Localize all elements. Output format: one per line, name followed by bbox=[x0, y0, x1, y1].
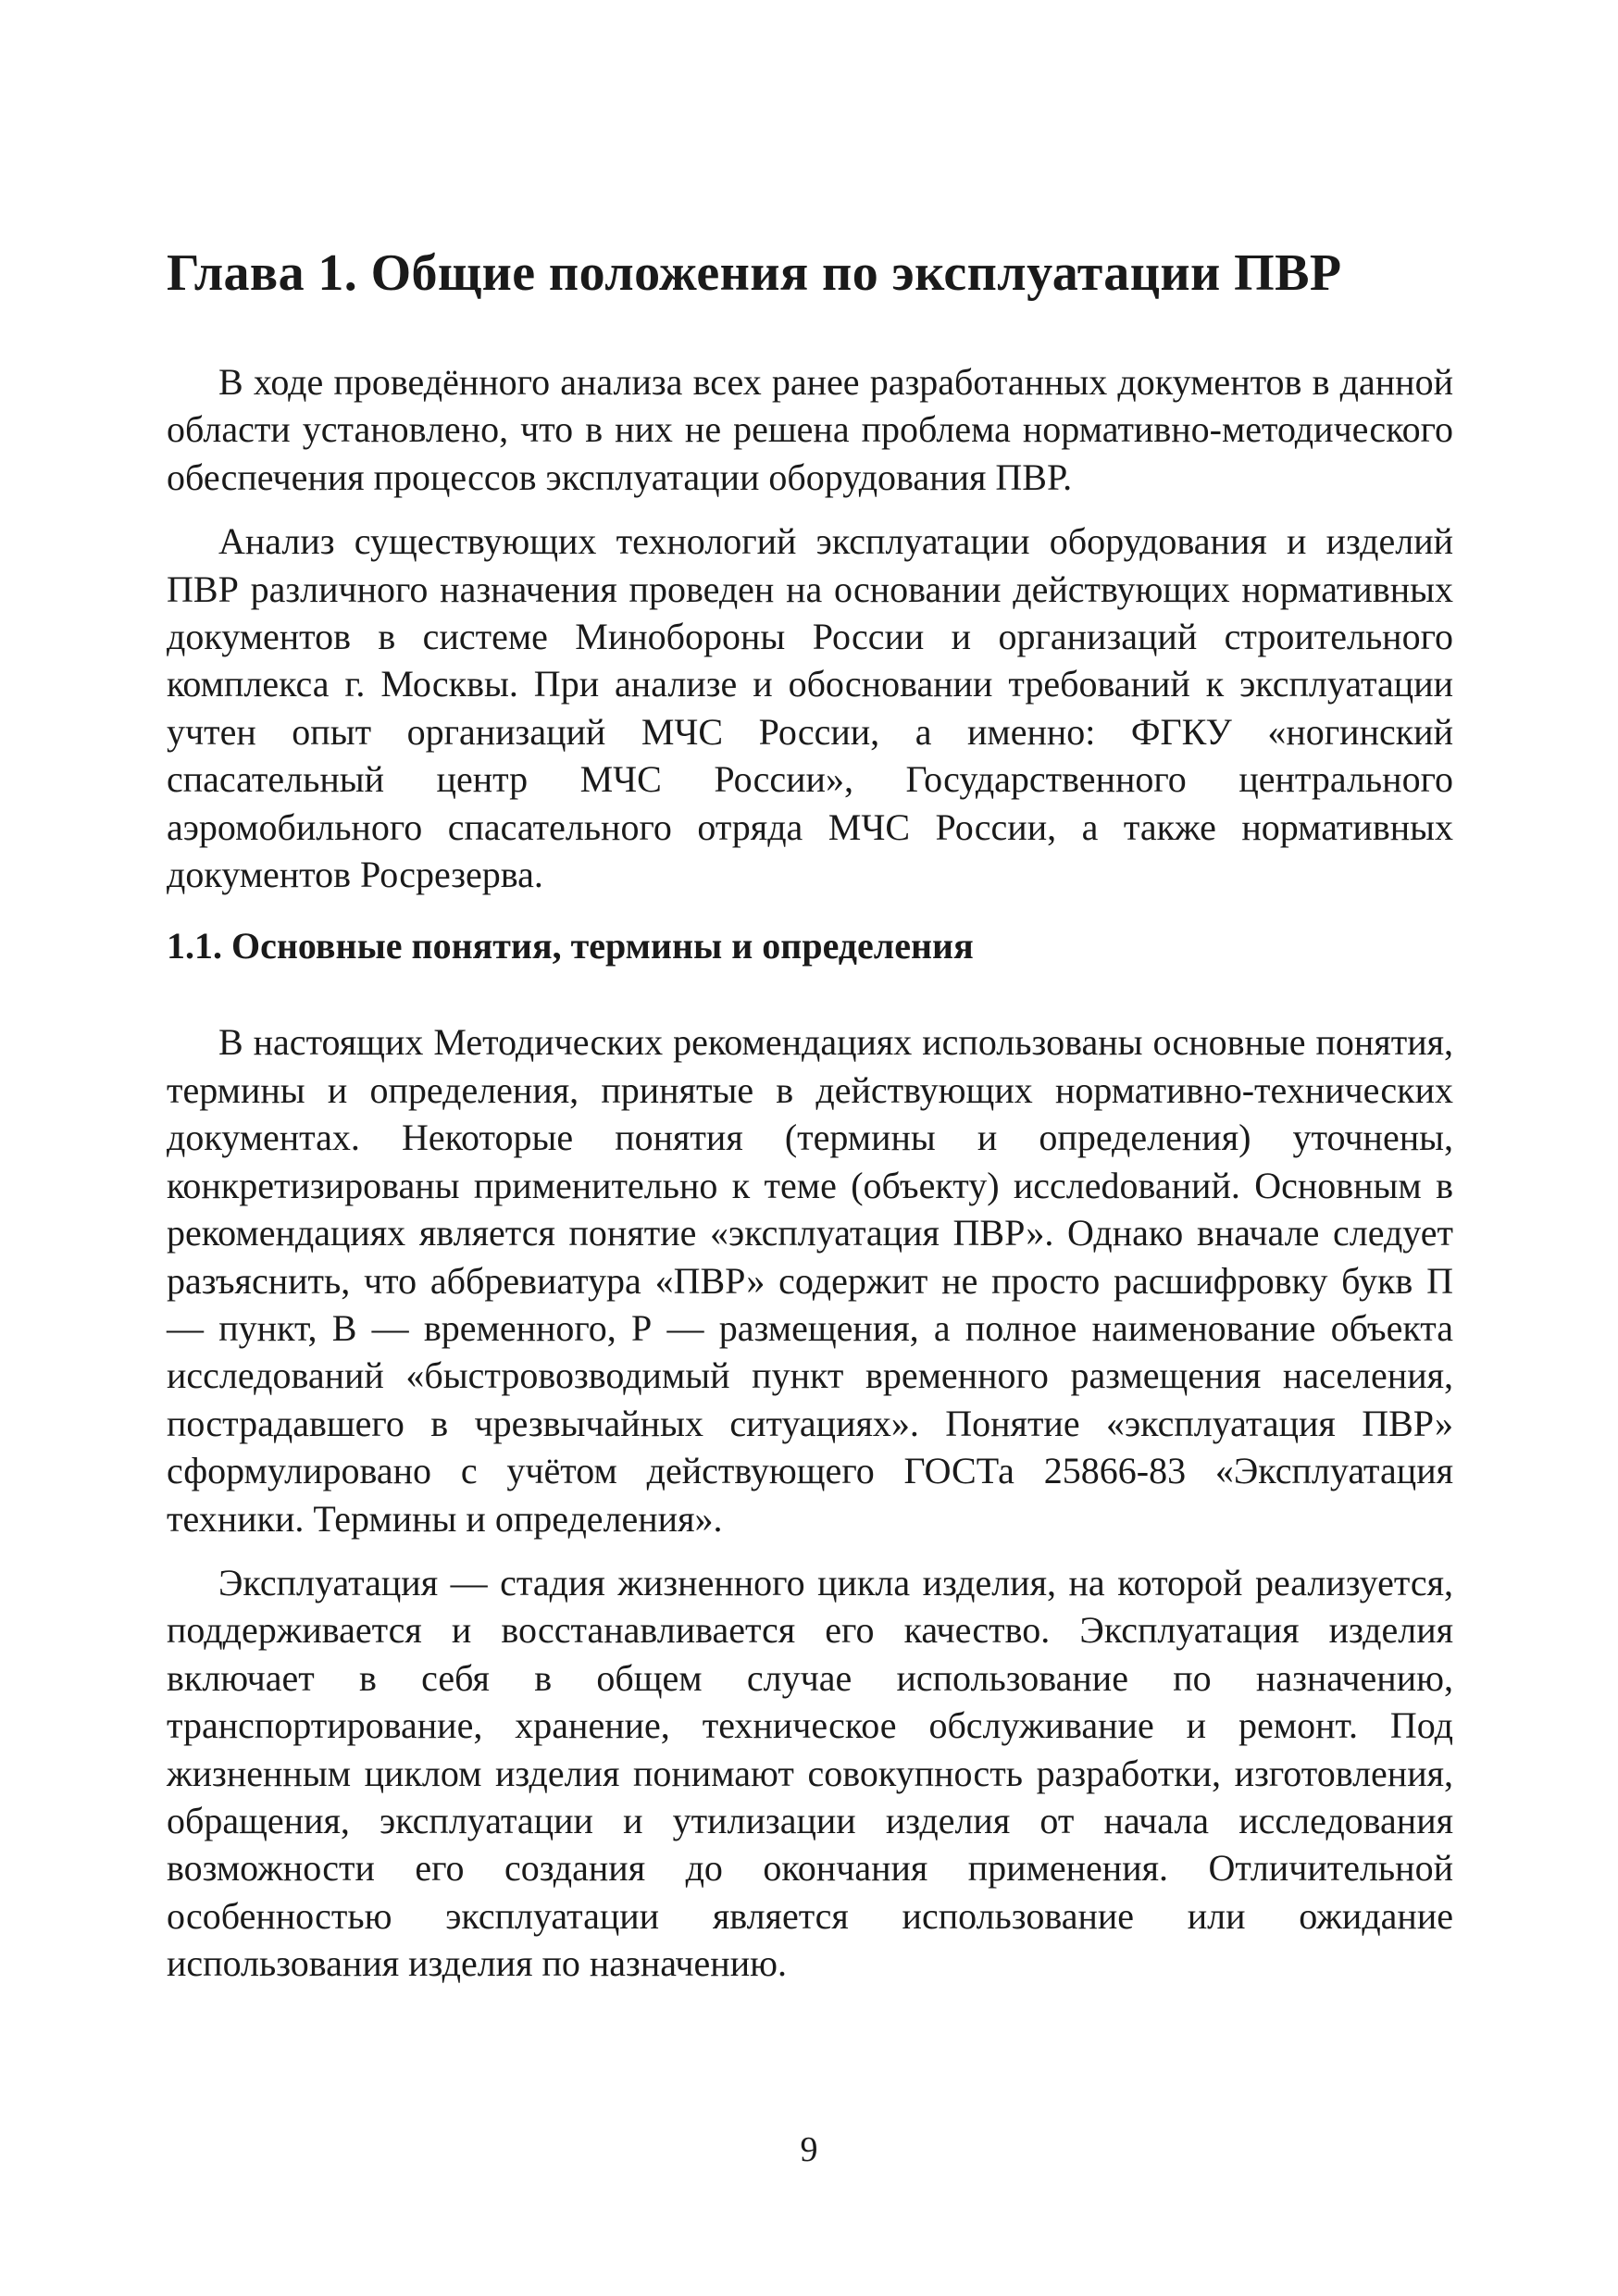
section-paragraph: В настоящих Методических рекомендациях использованы основные понятия, термины и определения, принятые в действующих нормативно-технических документах. Некоторые понятия (термины и определения) уточнены, конкретизированы применительно к теме (объекту) исслеdований. Основным в рекомендациях является понятие «эксплуатация ПВР». Однако вначале следует разъяснить, что аббревиатура «ПВР» содержит не просто расшифровку букв П — пункт, В — временного, Р — размещения, а полное наименование объекта исследований «быстровозводимый пункт временного размещения населения, пострадавшего в чрезвычайных ситуациях». Понятие «эксплуатация ПВР» сформулировано с учётом действующего ГОСТа 25866-83 «Эксплуатация техники. Термины и определения». bbox=[167, 1021, 1453, 1540]
intro-paragraph: Анализ существующих технологий эксплуатации оборудования и изделий ПВР различного назначения проведен на основании действующих нормативных документов в системе Минобороны России и организаций строительного комплекса г. Москвы. При анализе и обосновании требований к эксплуатации учтен опыт организаций МЧС России, а именно: ФГКУ «ногинский спасательный центр МЧС России», Государственного центрального аэромобильного спасательного отряда МЧС России, а также нормативных документов Росрезерва. bbox=[167, 520, 1453, 896]
page-number: 9 bbox=[800, 2130, 818, 2169]
chapter-title: Глава 1. Общие положения по эксплуатации ПВР bbox=[167, 244, 1342, 302]
section-title: 1.1. Основные понятия, термины и определения bbox=[167, 925, 974, 967]
intro-paragraph: В ходе проведённого анализа всех ранее разработанных документов в данной области установлено, что в них не решена проблема нормативно-методического обеспечения процессов эксплуатации оборудования ПВР. bbox=[167, 361, 1453, 498]
section-paragraph: Эксплуатация — стадия жизненного цикла изделия, на которой реализуется, поддерживается и восстанавливается его качество. Эксплуатация изделия включает в себя в общем случае использование по назначению, транспортирование, хранение, техническое обслуживание и ремонт. Под жизненным циклом изделия понимают совокупность разработки, изготовления, обращения, эксплуатации и утилизации изделия от начала исследования возможности его создания до окончания применения. Отличительной особенностью эксплуатации является использование или ожидание использования изделия по назначению. bbox=[167, 1561, 1453, 1985]
page-content bbox=[167, 236, 1453, 2004]
